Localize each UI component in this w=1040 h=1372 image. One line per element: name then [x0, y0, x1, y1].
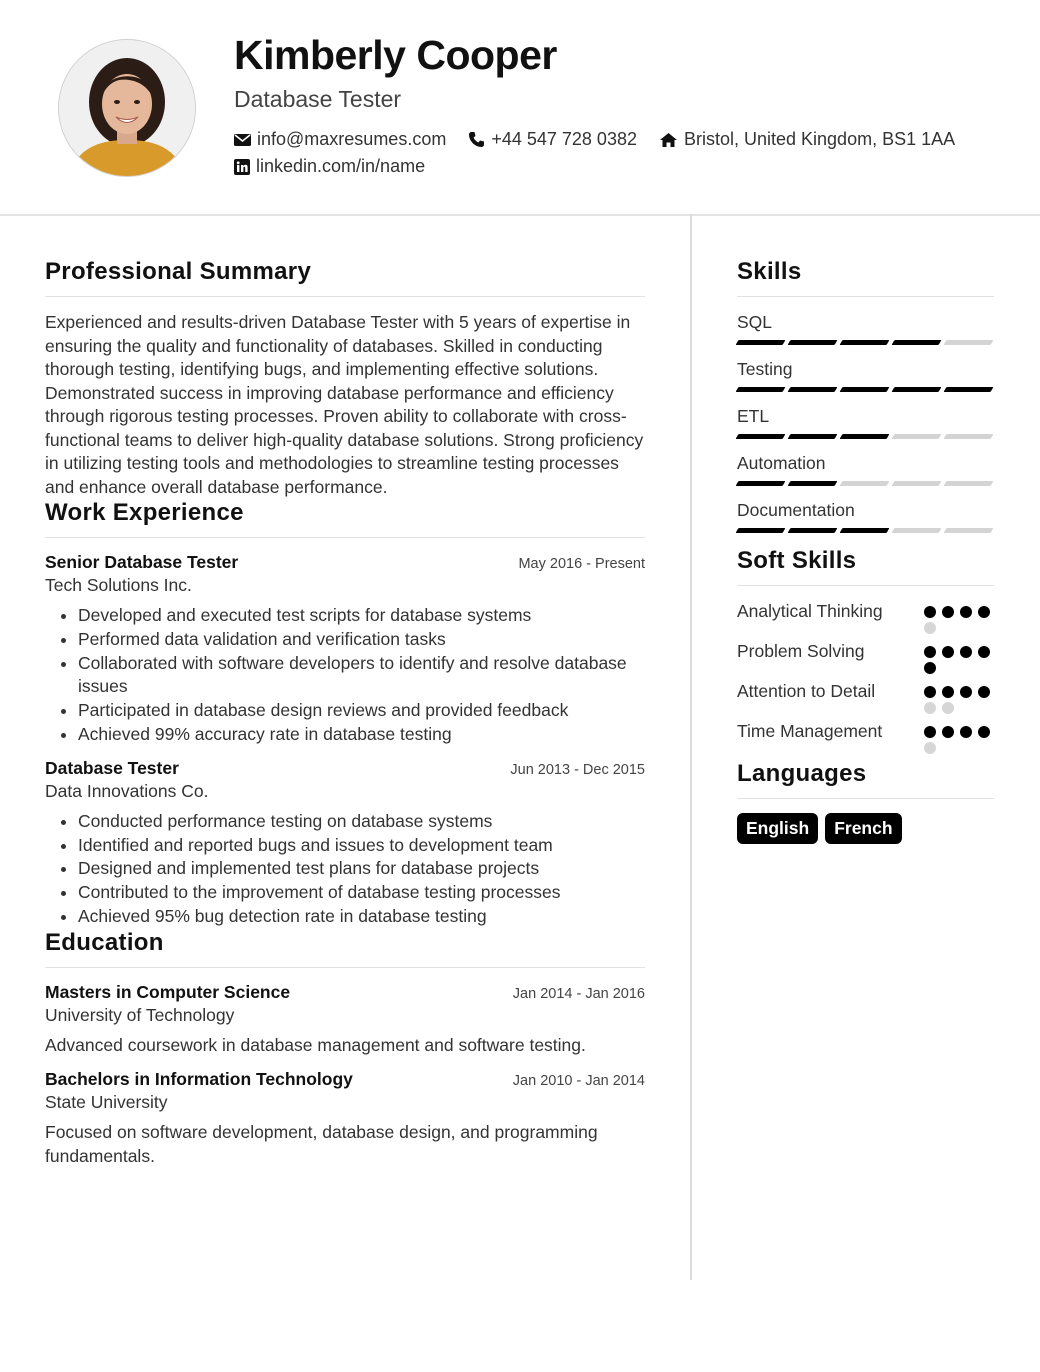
contact-phone[interactable]: [468, 129, 637, 150]
job-date: May 2016 - Present: [518, 556, 645, 572]
work-heading: Work Experience: [45, 499, 645, 538]
soft-skill-name: Attention to Detail: [737, 681, 876, 701]
skill-level-segment: [736, 434, 786, 439]
rating-dot: [924, 686, 936, 698]
job-entry: [45, 758, 645, 929]
phone-icon: [468, 131, 485, 148]
rating-dot: [960, 686, 972, 698]
rating-dot: [978, 686, 990, 698]
candidate-name: Kimberly Cooper: [234, 32, 557, 78]
skill-level-segment: [788, 340, 838, 345]
bullet-item: • Achieved 99% accuracy rate in database testing: [78, 723, 645, 747]
skill-level-segment: [736, 528, 786, 533]
soft-skills-heading: Soft Skills: [737, 547, 994, 586]
language-tag: French: [825, 813, 901, 844]
skill-item: [737, 453, 994, 486]
skill-level-segment: [840, 481, 890, 486]
skill-level-segment: [736, 481, 786, 486]
bullet-item: • Participated in database design reviews and provided feedback: [78, 699, 645, 723]
envelope-icon: [234, 133, 251, 147]
skill-level-segment: [944, 387, 994, 392]
soft-skill-rating: [924, 720, 994, 754]
skill-level-segment: [944, 481, 994, 486]
skill-level-segment: [736, 340, 786, 345]
skill-level-segment: [840, 528, 890, 533]
skill-name: Automation: [737, 453, 826, 473]
languages-list: [737, 813, 994, 844]
soft-skill-item: [737, 600, 994, 634]
rating-dot: [924, 606, 936, 618]
skills-heading: Skills: [737, 258, 994, 297]
education-description: Advanced coursework in database management and software testing.: [45, 1034, 586, 1055]
contact-email[interactable]: [234, 129, 446, 150]
soft-skill-name: Problem Solving: [737, 641, 865, 661]
bullet-item: • Identified and reported bugs and issues to development team: [78, 834, 645, 858]
job-company: Data Innovations Co.: [45, 780, 209, 801]
job-role: Senior Database Tester: [45, 552, 239, 572]
rating-dot: [978, 726, 990, 738]
bullet-item: • Achieved 95% bug detection rate in database testing: [78, 905, 645, 929]
rating-dot: [978, 646, 990, 658]
skill-item: [737, 500, 994, 533]
side-column: [737, 258, 994, 844]
skill-level-segment: [840, 434, 890, 439]
column-divider: [690, 214, 692, 1280]
rating-dot: [924, 726, 936, 738]
education-date: Jan 2010 - Jan 2014: [512, 1073, 645, 1090]
email-text: info@maxresumes.com: [257, 129, 447, 149]
languages-heading: Languages: [737, 760, 994, 799]
contact-row: [234, 129, 977, 150]
rating-dot: [924, 646, 936, 658]
skill-level-segment: [892, 528, 942, 533]
candidate-title: Database Tester: [234, 86, 402, 112]
soft-skill-rating: [924, 680, 994, 714]
skill-level-segment: [788, 434, 838, 439]
skill-level-segment: [840, 387, 890, 392]
skill-level-segment: [944, 340, 994, 345]
contact-row-2: [234, 156, 447, 177]
rating-dot: [960, 726, 972, 738]
education-date: Jan 2014 - Jan 2016: [512, 985, 645, 1002]
education-entry: [45, 1069, 645, 1168]
education-entry: [45, 982, 645, 1058]
skill-item: [737, 406, 994, 439]
language-tag: English: [737, 813, 818, 844]
contact-linkedin[interactable]: [234, 156, 425, 177]
school: State University: [45, 1092, 168, 1113]
soft-skill-rating: [924, 600, 994, 634]
main-column: [45, 258, 645, 1168]
bullet-item: • Performed data validation and verification tasks: [78, 628, 645, 652]
linkedin-icon: [234, 159, 250, 175]
skill-level-segment: [892, 387, 942, 392]
resume-header: [0, 0, 1040, 216]
job-bullets: [45, 810, 645, 929]
soft-skills-list: [737, 600, 994, 754]
contact-address: [659, 129, 955, 150]
skill-level-segment: [788, 387, 838, 392]
address-text: Bristol, United Kingdom, BS1 1AA: [683, 129, 956, 149]
linkedin-text: linkedin.com/in/name: [256, 156, 426, 176]
skills-list: [737, 312, 994, 533]
home-icon: [659, 132, 678, 148]
skill-level-segment: [840, 340, 890, 345]
bullet-item: • Contributed to the improvement of database testing processes: [78, 881, 645, 905]
skill-level-bar: [737, 481, 994, 486]
job-date: Jun 2013 - Dec 2015: [510, 761, 645, 778]
skill-item: [737, 312, 994, 345]
job-role: Database Tester: [45, 757, 179, 778]
rating-dot: [942, 686, 954, 698]
degree: Masters in Computer Science: [45, 981, 291, 1002]
school: University of Technology: [45, 1004, 235, 1025]
skill-level-segment: [736, 387, 786, 392]
soft-skill-name: Time Management: [737, 721, 883, 741]
skill-level-bar: [737, 340, 994, 345]
skill-level-segment: [892, 434, 942, 439]
skill-item: [737, 359, 994, 392]
skill-level-segment: [944, 528, 994, 533]
skill-level-segment: [944, 434, 994, 439]
bullet-item: • Conducted performance testing on database systems: [78, 810, 645, 834]
job-bullets: [45, 604, 645, 747]
rating-dot: [924, 702, 936, 714]
skill-name: Documentation: [737, 500, 855, 520]
rating-dot: [960, 606, 972, 618]
soft-skill-item: [737, 640, 994, 674]
rating-dot: [960, 646, 972, 658]
bullet-item: • Developed and executed test scripts for database systems: [78, 604, 645, 628]
soft-skill-item: [737, 720, 994, 754]
summary-heading: Professional Summary: [45, 258, 645, 297]
skill-level-bar: [737, 434, 994, 439]
bullet-item: • Collaborated with software developers to identify and resolve database issues: [78, 652, 645, 700]
bullet-item: • Designed and implemented test plans for database projects: [78, 857, 645, 881]
education-heading: Education: [45, 929, 645, 968]
soft-skill-name: Analytical Thinking: [737, 601, 883, 621]
rating-dot: [924, 742, 936, 754]
job-company: Tech Solutions Inc.: [45, 575, 192, 595]
skill-level-segment: [788, 528, 838, 533]
soft-skill-item: [737, 680, 994, 714]
phone-text: +44 547 728 0382: [491, 129, 637, 149]
skill-name: SQL: [737, 312, 773, 332]
profile-photo: [58, 39, 196, 177]
skill-level-segment: [788, 481, 838, 486]
skill-level-segment: [892, 481, 942, 486]
skill-level-segment: [892, 340, 942, 345]
rating-dot: [978, 606, 990, 618]
rating-dot: [942, 702, 954, 714]
rating-dot: [942, 606, 954, 618]
skill-name: ETL: [737, 406, 770, 426]
job-entry: [45, 552, 645, 747]
rating-dot: [942, 726, 954, 738]
summary-text: Experienced and results-driven Database Tester with 5 years of expertise in ensuring the quality and functionality of databases. Skilled in conducting thorough testing, identifying bugs, and implementing effective solutions. Demonstrated success in improving database performance and efficiency through rigorous testing processes. Proven ability to collaborate with cross-functional teams to deliver high-quality database solutions. Strong proficiency in utilizing testing tools and methodologies to streamline testing processes and enhance overall database performance.: [45, 312, 644, 497]
rating-dot: [924, 622, 936, 634]
skill-name: Testing: [737, 359, 793, 379]
education-description: Focused on software development, database design, and programming fundamentals.: [45, 1122, 598, 1166]
soft-skill-rating: [924, 640, 994, 674]
degree: Bachelors in Information Technology: [45, 1069, 353, 1090]
rating-dot: [924, 662, 936, 674]
skill-level-bar: [737, 387, 994, 392]
rating-dot: [942, 646, 954, 658]
skill-level-bar: [737, 528, 994, 533]
